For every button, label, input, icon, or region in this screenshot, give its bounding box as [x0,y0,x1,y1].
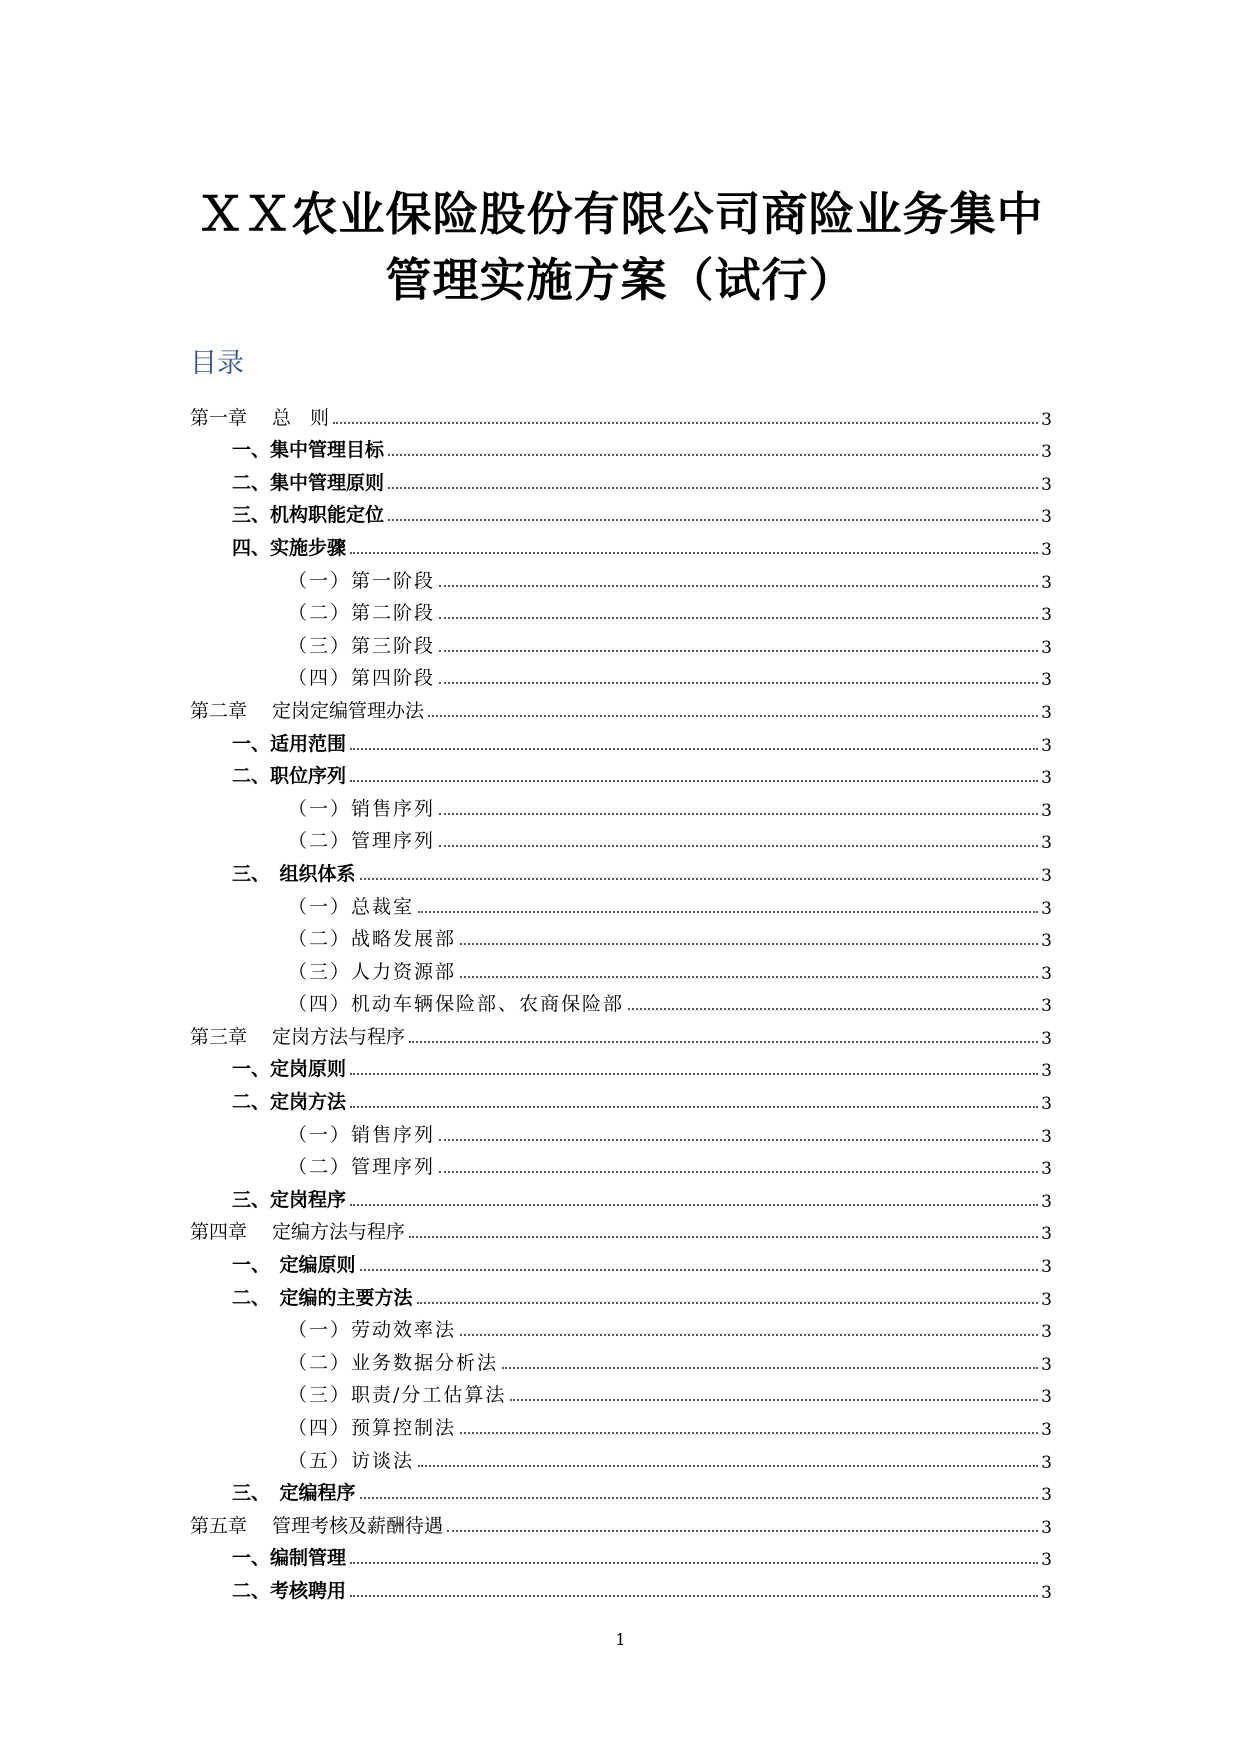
toc-entry-page: 3 [1041,1322,1052,1343]
toc-entry-page: 3 [1041,1485,1052,1506]
toc-entry-label: （五）访谈法 [288,1449,415,1472]
toc-entry[interactable] [190,658,1052,691]
toc-entry[interactable] [190,527,1052,560]
toc-entry-label: （二）管理序列 [288,1156,436,1179]
toc-dot-leader [388,454,1038,456]
toc-entry-page: 3 [1041,1191,1052,1212]
toc-dot-leader [360,1497,1039,1499]
toc-entry[interactable] [190,951,1052,984]
toc-entry-label: （三）职责/分工估算法 [288,1384,507,1407]
toc-entry-label: （二）管理序列 [288,830,436,853]
toc-entry[interactable] [190,1147,1052,1180]
toc-entry[interactable] [190,1212,1052,1245]
toc-dot-leader [350,780,1038,782]
toc-entry-page: 3 [1041,865,1052,886]
toc-entry-label: （四）第四阶段 [288,667,436,690]
toc-dot-leader [360,1269,1039,1271]
toc-entry[interactable] [190,593,1052,626]
toc-dot-leader [460,943,1038,945]
toc-entry-label: 二、集中管理原则 [232,471,385,494]
toc-entry-page: 3 [1041,507,1052,528]
toc-entry[interactable] [190,1081,1052,1114]
toc-entry-page: 3 [1041,572,1052,593]
toc-entry-page: 3 [1041,1387,1052,1408]
toc-entry[interactable] [190,853,1052,886]
toc-entry-page: 3 [1041,1550,1052,1571]
toc-entry-label: 一、集中管理目标 [232,439,385,462]
toc-entry[interactable] [190,1570,1052,1603]
toc-dot-leader [439,1139,1038,1141]
toc-dot-leader [439,1171,1038,1173]
toc-dot-leader [409,1236,1038,1238]
toc-entry-label: 第三章 定岗方法与程序 [190,1025,406,1048]
toc-entry[interactable] [190,1407,1052,1440]
toc-dot-leader [439,682,1038,684]
toc-dot-leader [417,1302,1039,1304]
toc-entry-page: 3 [1041,1517,1052,1538]
toc-entry-page: 3 [1041,1289,1052,1310]
toc-entry-page: 3 [1041,1582,1052,1603]
toc-entry-label: 二、考核聘用 [232,1579,347,1602]
toc-dot-leader [439,650,1038,652]
toc-dot-leader [460,1432,1038,1434]
toc-entry-page: 3 [1041,800,1052,821]
toc-entry-page: 3 [1041,1159,1052,1180]
toc-entry-page: 3 [1041,702,1052,723]
toc-entry-page: 3 [1041,1452,1052,1473]
toc-entry[interactable] [190,756,1052,789]
toc-entry-label: 二、职位序列 [232,765,347,788]
toc-entry[interactable] [190,462,1052,495]
toc-entry[interactable] [190,1179,1052,1212]
toc-entry[interactable] [190,1016,1052,1049]
toc-dot-leader [360,878,1039,880]
toc-dot-leader [439,813,1038,815]
toc-entry-label: 第五章 管理考核及薪酬待遇 [190,1514,444,1537]
toc-entry-label: 一、编制管理 [232,1547,347,1570]
toc-dot-leader [628,1008,1038,1010]
toc-entry-page: 3 [1041,1420,1052,1440]
toc-entry-page: 3 [1041,768,1052,789]
toc-entry[interactable] [190,788,1052,821]
toc-dot-leader [409,1041,1038,1043]
toc-entry[interactable] [190,1342,1052,1375]
toc-dot-leader [350,552,1038,554]
toc-entry-page: 3 [1041,1257,1052,1278]
toc-entry[interactable] [190,430,1052,463]
toc-entry-page: 3 [1041,539,1052,560]
toc-entry-page: 3 [1041,931,1052,952]
toc-entry-label: 二、定岗方法 [232,1091,347,1114]
toc-entry[interactable] [190,1375,1052,1408]
toc-entry-label: （一）销售序列 [288,797,436,820]
toc-entry-label: 第二章 定岗定编管理办法 [190,699,425,722]
toc-dot-leader [460,976,1038,978]
toc-entry-label: （四）机动车辆保险部、农商保险部 [288,993,625,1016]
toc-entry-label: 第一章 总 则 [190,406,330,429]
toc-entry-page: 3 [1041,670,1052,691]
toc-entry[interactable] [190,560,1052,593]
toc-entry-page: 3 [1041,1028,1052,1049]
toc-entry-label: （一）销售序列 [288,1123,436,1146]
toc-entry-label: 一、 定编原则 [232,1254,356,1277]
toc-dot-leader [428,715,1038,717]
toc-entry[interactable] [190,1473,1052,1506]
toc-entry-label: 第四章 定编方法与程序 [190,1221,406,1244]
toc-dot-leader [439,585,1038,587]
table-of-contents [190,397,1052,1603]
toc-entry-label: （一）总裁室 [288,895,415,918]
toc-entry-label: （二）第二阶段 [288,602,436,625]
toc-dot-leader [350,748,1038,750]
toc-entry-label: 三、 定编程序 [232,1482,356,1505]
toc-dot-leader [350,1073,1038,1075]
toc-entry-page: 3 [1041,1061,1052,1082]
toc-entry[interactable] [190,886,1052,919]
toc-dot-leader [350,1204,1038,1206]
toc-entry-label: （一）劳动效率法 [288,1319,457,1342]
toc-entry[interactable] [190,1310,1052,1343]
toc-heading: 目录 [190,348,244,379]
toc-entry-page: 3 [1041,637,1052,658]
toc-dot-leader [350,1562,1038,1564]
toc-dot-leader [350,1106,1038,1108]
toc-entry-page: 3 [1041,442,1052,463]
toc-entry-label: 二、 定编的主要方法 [232,1286,413,1309]
toc-entry[interactable] [190,821,1052,854]
toc-entry-page: 3 [1041,833,1052,854]
toc-entry[interactable] [190,625,1052,658]
toc-entry[interactable] [190,1440,1052,1473]
toc-entry[interactable] [190,984,1052,1017]
toc-entry-label: 三、定岗程序 [232,1188,347,1211]
toc-entry[interactable] [190,723,1052,756]
toc-dot-leader [388,519,1038,521]
toc-entry[interactable] [190,1277,1052,1310]
toc-entry-page: 3 [1041,1354,1052,1375]
toc-dot-leader [388,487,1038,489]
toc-entry-page: 3 [1041,605,1052,626]
toc-entry[interactable] [190,690,1052,723]
toc-entry[interactable] [190,1538,1052,1571]
toc-dot-leader [350,1595,1038,1597]
toc-dot-leader [510,1399,1038,1401]
toc-entry-label: 三、 组织体系 [232,862,356,885]
toc-entry-label: （三）人力资源部 [288,960,457,983]
document-title-line-2: 管理实施方案（试行） [385,252,856,307]
toc-dot-leader [439,845,1038,847]
toc-entry[interactable] [190,1505,1052,1538]
document-title-line-1: ＸＸ农业保险股份有限公司商险业务集中 [197,186,1044,241]
toc-entry-page: 3 [1041,474,1052,495]
toc-dot-leader [418,911,1038,913]
toc-entry-page: 3 [1041,409,1052,430]
toc-entry[interactable] [190,919,1052,952]
toc-entry-label: 一、定岗原则 [232,1058,347,1081]
toc-dot-leader [502,1367,1038,1369]
toc-entry-page: 3 [1041,1126,1052,1147]
toc-entry-label: （二）战略发展部 [288,928,457,951]
toc-entry[interactable] [190,1049,1052,1082]
toc-entry-label: 一、适用范围 [232,732,347,755]
toc-dot-leader [418,1465,1038,1467]
toc-entry-label: （一）第一阶段 [288,569,436,592]
toc-entry-label: （二）业务数据分析法 [288,1351,499,1374]
toc-entry-page: 3 [1041,1224,1052,1245]
toc-entry-page: 3 [1041,735,1052,756]
toc-entry-label: 四、实施步骤 [232,536,347,559]
toc-entry-page: 3 [1041,996,1052,1017]
toc-entry-label: （四）预算控制法 [288,1417,457,1439]
toc-entry-label: 三、机构职能定位 [232,504,385,527]
toc-entry-page: 3 [1041,1094,1052,1115]
toc-entry[interactable] [190,495,1052,528]
toc-dot-leader [439,617,1038,619]
toc-entry[interactable] [190,1114,1052,1147]
toc-dot-leader [447,1530,1038,1532]
toc-dot-leader [333,422,1038,424]
toc-dot-leader [460,1334,1038,1336]
document-title [0,181,1241,313]
toc-entry-page: 3 [1041,963,1052,984]
page-number: 1 [615,1630,626,1649]
toc-entry[interactable] [190,1244,1052,1277]
toc-entry-page: 3 [1041,898,1052,919]
toc-entry-label: （三）第三阶段 [288,634,436,657]
toc-entry[interactable] [190,397,1052,430]
